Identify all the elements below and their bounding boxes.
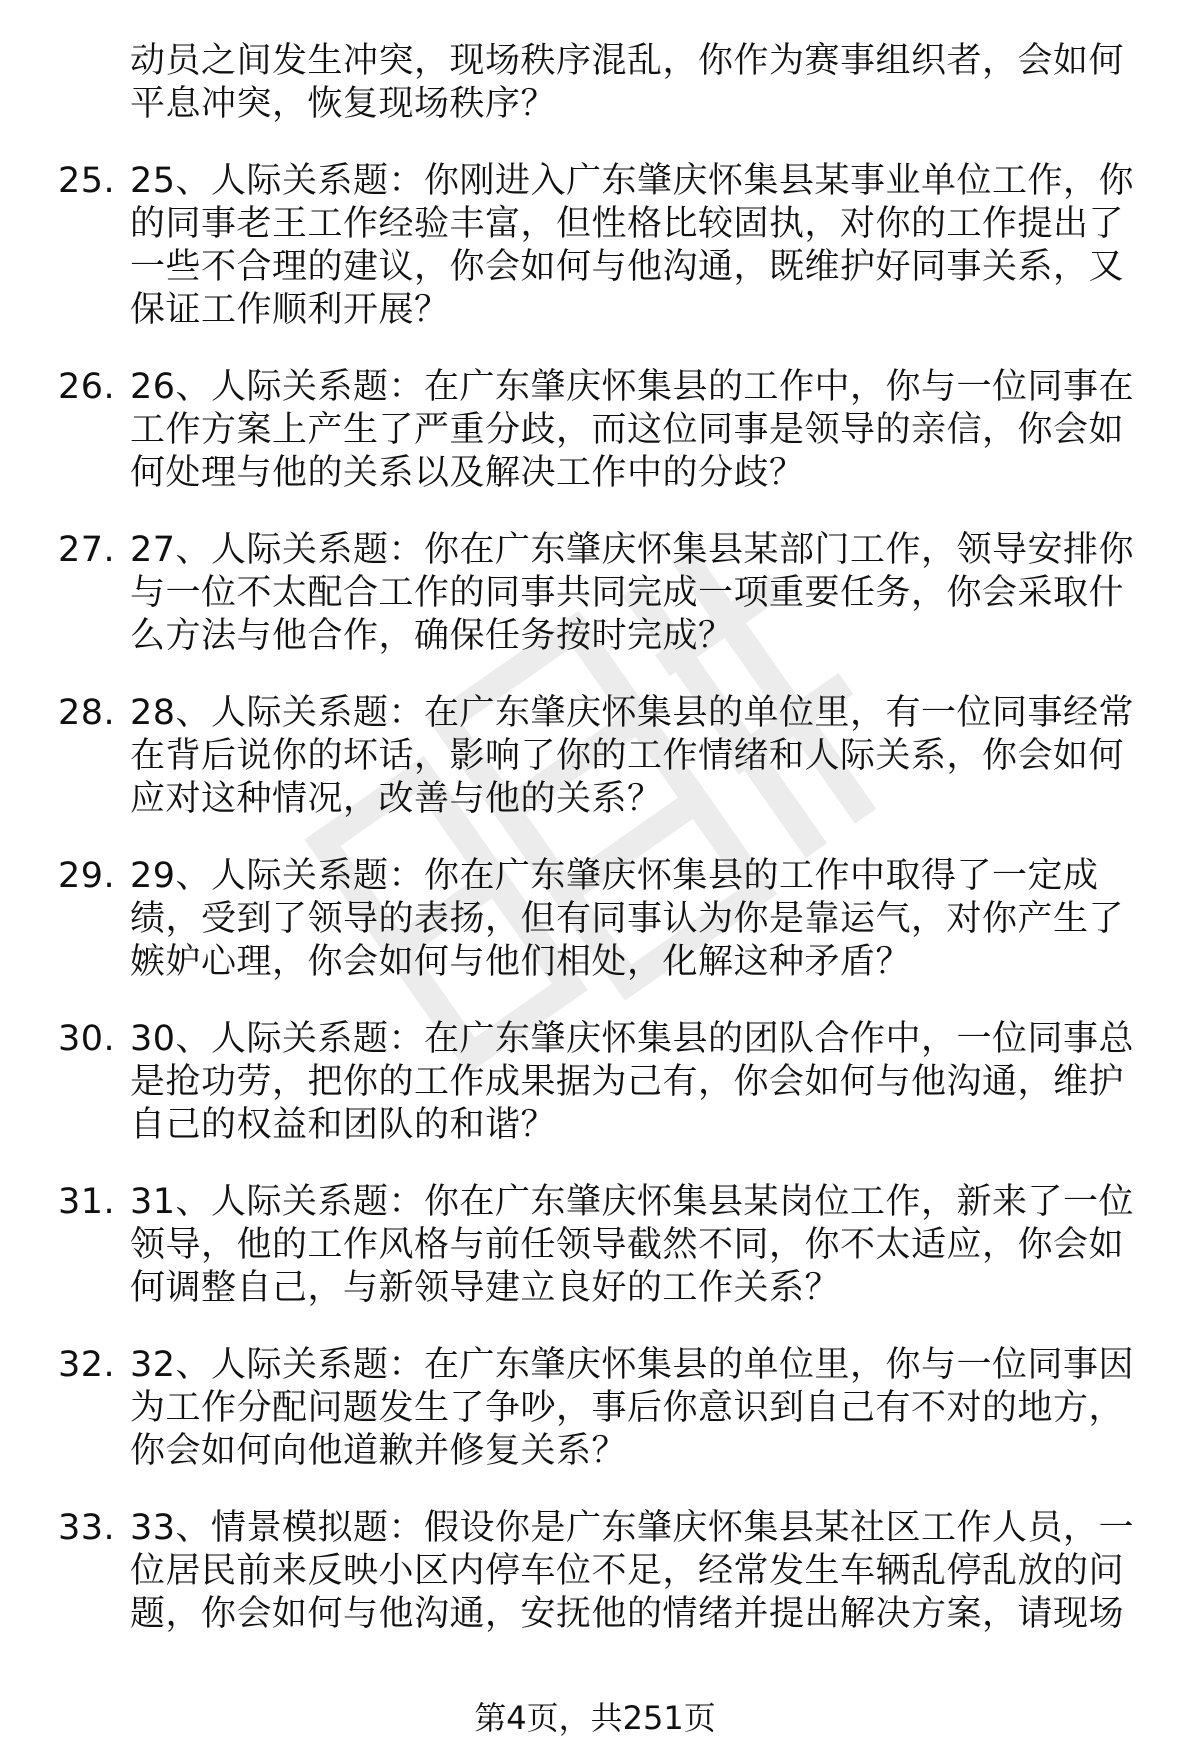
list-item-number: 28. <box>58 693 116 733</box>
list-item-number: 25. <box>58 161 116 201</box>
list-item-number: 32. <box>58 1345 116 1385</box>
list-item <box>0 855 1190 984</box>
continuation-paragraph <box>0 40 1190 126</box>
list-item <box>0 692 1190 821</box>
list-item-text: 31、人际关系题：你在广东肇庆怀集县某岗位工作，新来了一位领导，他的工作风格与前任领导截然不同，你不太适应，你会如何调整自己，与新领导建立良好的工作关系？ <box>130 1182 1135 1308</box>
list-item-text: 28、人际关系题：在广东肇庆怀集县的单位里，有一位同事经常在背后说你的坏话，影响了你的工作情绪和人际关系，你会如何应对这种情况，改善与他的关系？ <box>130 693 1135 819</box>
list-item-text: 32、人际关系题：在广东肇庆怀集县的单位里，你与一位同事因为工作分配问题发生了争吵，事后你意识到自己有不对的地方，你会如何向他道歉并修复关系？ <box>130 1345 1135 1471</box>
list-item-text: 30、人际关系题：在广东肇庆怀集县的团队合作中，一位同事总是抢功劳，把你的工作成果据为己有，你会如何与他沟通，维护自己的权益和团队的和谐？ <box>130 1019 1135 1145</box>
continuation-text: 动员之间发生冲突，现场秩序混乱，你作为赛事组织者，会如何平息冲突，恢复现场秩序？ <box>130 41 1125 124</box>
list-item <box>0 529 1190 658</box>
list-item-text: 27、人际关系题：你在广东肇庆怀集县某部门工作，领导安排你与一位不太配合工作的同事共同完成一项重要任务，你会采取什么方法与他合作，确保任务按时完成？ <box>130 530 1135 656</box>
question-list <box>0 40 1190 1670</box>
list-item-text: 26、人际关系题：在广东肇庆怀集县的工作中，你与一位同事在工作方案上产生了严重分歧，而这位同事是领导的亲信，你会如何处理与他的关系以及解决工作中的分歧？ <box>130 367 1135 493</box>
list-item <box>0 1344 1190 1473</box>
list-item <box>0 1181 1190 1310</box>
list-item-text: 33、情景模拟题：假设你是广东肇庆怀集县某社区工作人员，一位居民前来反映小区内停车位不足，经常发生车辆乱停乱放的问题，你会如何与他沟通，安抚他的情绪并提出解决方案，请现场 <box>130 1508 1135 1634</box>
page-number-footer: 第4页，共251页 <box>474 1699 716 1737</box>
list-item <box>0 1507 1190 1636</box>
list-item-number: 33. <box>58 1508 116 1548</box>
list-item <box>0 366 1190 495</box>
list-item-number: 26. <box>58 367 116 407</box>
list-item <box>0 1018 1190 1147</box>
list-item-number: 30. <box>58 1019 116 1059</box>
list-item-number: 27. <box>58 530 116 570</box>
list-item-text: 25、人际关系题：你刚进入广东肇庆怀集县某事业单位工作，你的同事老王工作经验丰富，但性格比较固执，对你的工作提出了一些不合理的建议，你会如何与他沟通，既维护好同事关系，又保证工作顺利开展？ <box>130 161 1135 330</box>
list-item-text: 29、人际关系题：你在广东肇庆怀集县的工作中取得了一定成绩，受到了领导的表扬，但有同事认为你是靠运气，对你产生了嫉妒心理，你会如何与他们相处，化解这种矛盾？ <box>130 856 1125 982</box>
list-item <box>0 160 1190 332</box>
list-item-number: 31. <box>58 1182 116 1222</box>
list-item-number: 29. <box>58 856 116 896</box>
